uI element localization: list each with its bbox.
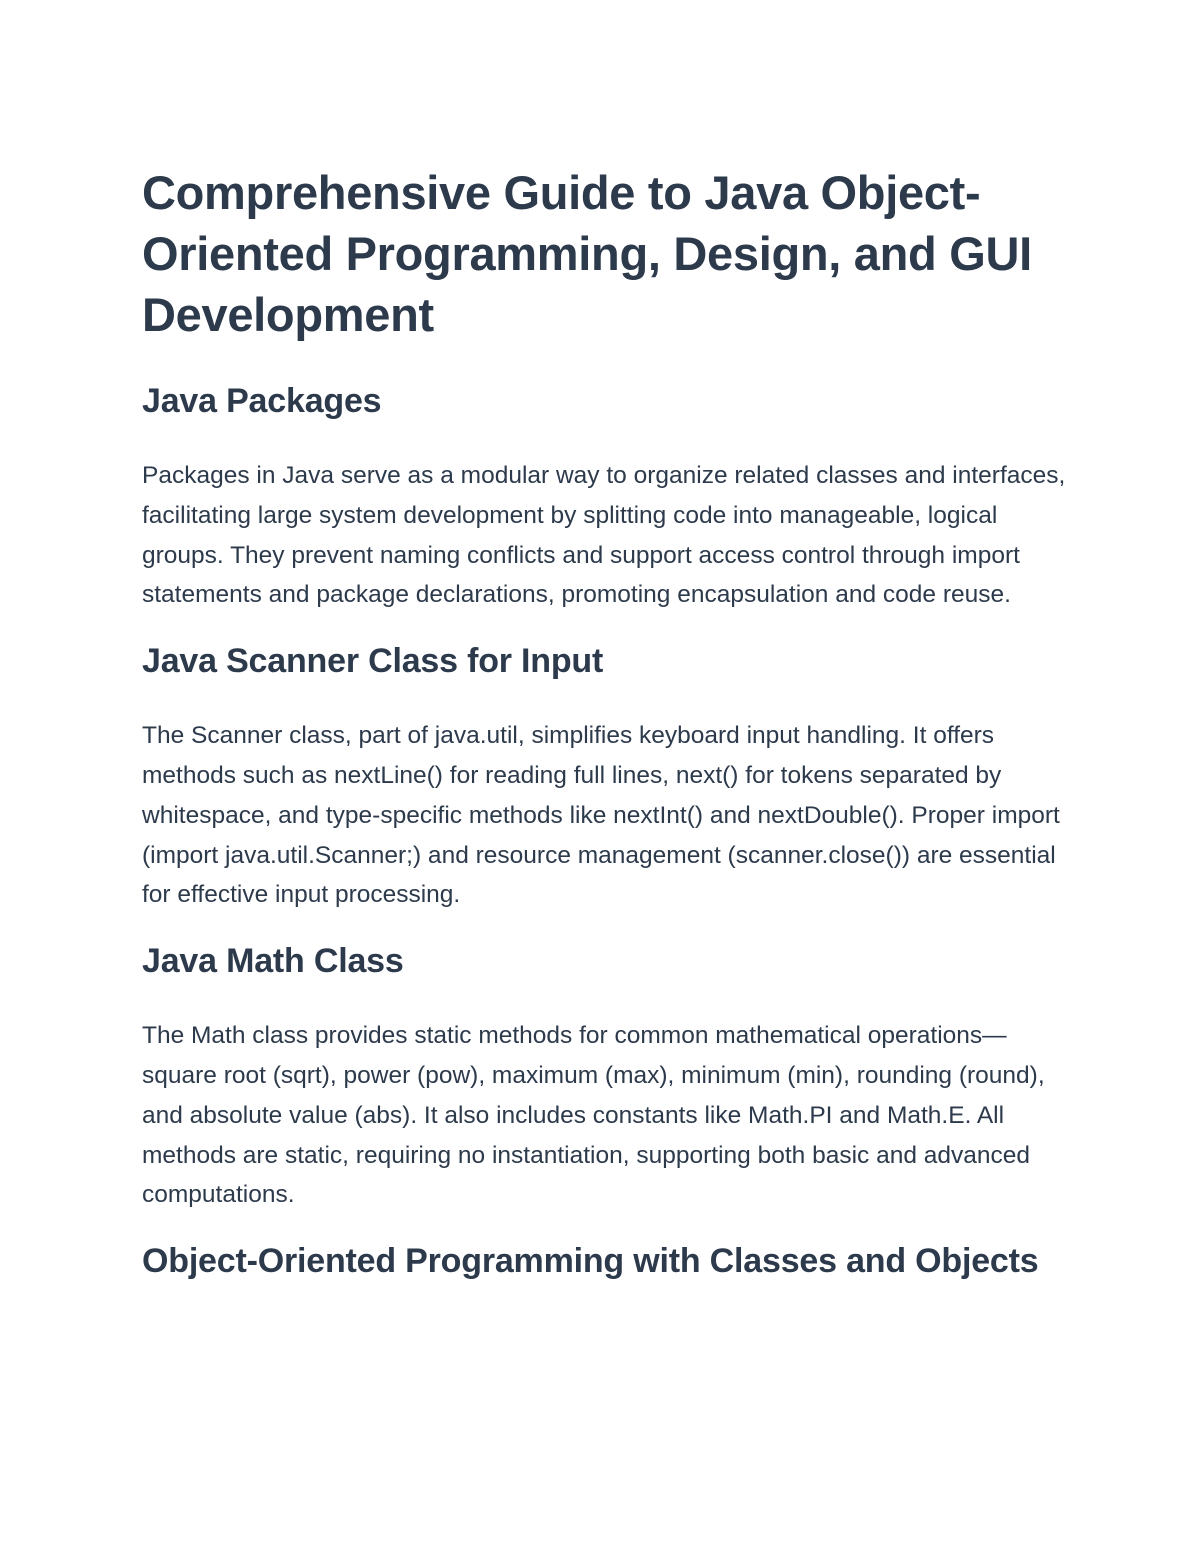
section-paragraph: Packages in Java serve as a modular way to organize related classes and interfaces, facilitating large system development by splitting code into manageable, logical groups. They prevent naming conflicts and support access control through import statements and package declarations, promoting encapsulation and code reuse. — [142, 462, 1066, 609]
section-heading: Java Math Class — [142, 942, 404, 981]
section-heading: Java Scanner Class for Input — [142, 642, 604, 681]
document-title: Comprehensive Guide to Java Object-Oriented Programming, Design, and GUI Development — [142, 166, 1032, 341]
section-paragraph: The Scanner class, part of java.util, simplifies keyboard input handling. It offers methods such as nextLine() for reading full lines, next() for tokens separated by whitespace, and type-specific methods like nextInt() and nextDouble(). Proper import (import java.util.Scanner;) and resource management (scanner.close()) are essential for effective input processing. — [142, 722, 1060, 909]
section-paragraph: The Math class provides static methods for common mathematical operations—square root (sqrt), power (pow), maximum (max), minimum (min), rounding (round), and absolute value (abs). It also includes constants like Math.PI and Math.E. All methods are static, requiring no instantiation, supporting both basic and advanced computations. — [142, 1022, 1045, 1209]
section-oop — [142, 1233, 1067, 1290]
section-java-packages — [142, 373, 1067, 615]
section-heading: Java Packages — [142, 382, 382, 420]
document-page — [142, 162, 1067, 1290]
section-java-scanner — [142, 633, 1067, 915]
section-heading: Object-Oriented Programming with Classes and Objects — [142, 1242, 1039, 1281]
section-java-math — [142, 933, 1067, 1215]
